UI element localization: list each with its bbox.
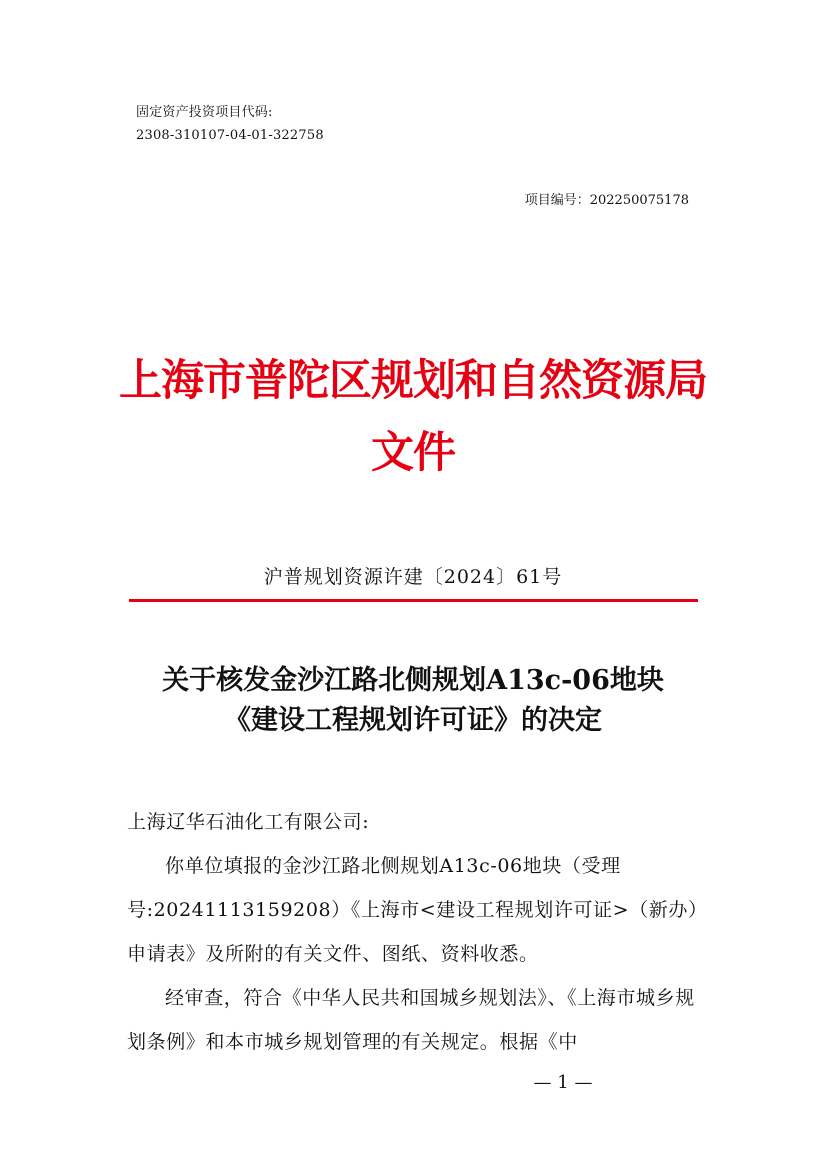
project-number: 项目编号：202250075178 — [524, 193, 689, 208]
page-number: — 1 — — [533, 1072, 593, 1093]
red-divider-line — [129, 599, 698, 602]
investment-code-value: 2308-310107-04-01-322758 — [136, 128, 324, 143]
investment-code-label: 固定资产投资项目代码: — [136, 105, 273, 120]
document-number: 沪普规划资源许建〔2024〕61号 — [263, 566, 563, 588]
body-paragraph-1: 你单位填报的金沙江路北侧规划A13c-06地块（受理号:20241113159208）《上海市<建设工程规划许可证>（新办）申请表》及所附的有关文件、图纸、资料收悉。 — [127, 855, 699, 965]
title-line-1: 关于核发金沙江路北侧规划A13c-06地块 — [162, 665, 664, 696]
investment-code-block — [136, 101, 324, 147]
title-line-2: 《建设工程规划许可证》的决定 — [224, 705, 602, 736]
issuer-heading — [0, 345, 826, 489]
document-title — [0, 661, 826, 741]
issuer-name: 上海市普陀区规划和自然资源局 — [119, 356, 707, 406]
addressee: 上海辽华石油化工有限公司: — [127, 811, 370, 833]
body-paragraph-2: 经审查，符合《中华人民共和国城乡规划法》、《上海市城乡规划条例》和本市城乡规划管理的有关规定。根据《中 — [127, 987, 695, 1053]
document-body — [127, 800, 702, 1064]
issuer-document-word: 文件 — [371, 428, 455, 478]
